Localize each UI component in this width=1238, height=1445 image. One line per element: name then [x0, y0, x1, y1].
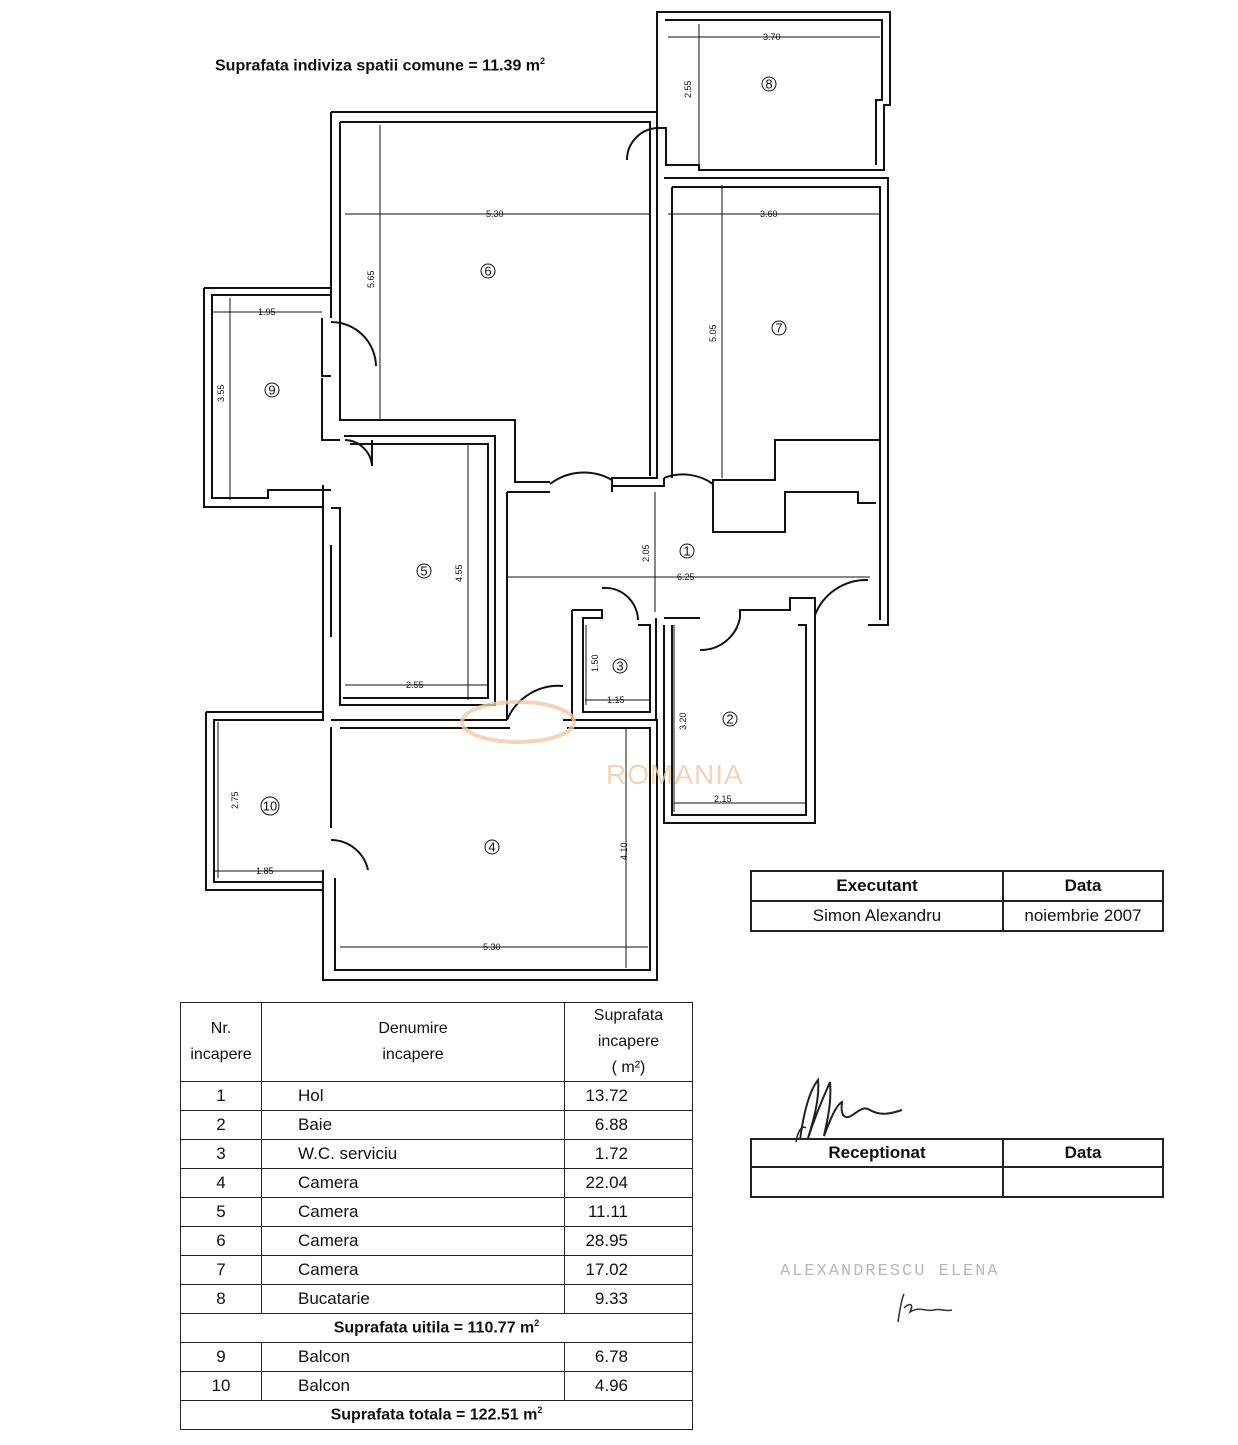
table-row: 5 Camera 11.11 — [181, 1198, 693, 1227]
grand-total: Suprafata totala = 122.51 m — [330, 1406, 538, 1424]
receptionat-date-cell — [1003, 1167, 1163, 1197]
dim-room4-depth: 4.10 — [619, 842, 629, 860]
balcony10-outer — [206, 712, 323, 882]
useful-total: Suprafata uitila = 110.77 m — [333, 1319, 535, 1337]
dim-kitchen-width: 3.70 — [763, 32, 781, 42]
room-marker-10 — [261, 797, 279, 815]
svg-text:8: 8 — [765, 76, 773, 92]
room6-outline — [331, 112, 664, 486]
table-row: 7 Camera 17.02 — [181, 1256, 693, 1285]
kitchen-door-arc — [627, 128, 657, 160]
room-marker-9 — [265, 382, 279, 397]
svg-text:9: 9 — [268, 382, 276, 398]
dim-kitchen-depth: 2.55 — [683, 80, 693, 98]
dim-wc-width: 1.15 — [607, 695, 625, 705]
svg-text:10: 10 — [262, 798, 278, 814]
dim-room7-width: 3.60 — [760, 209, 778, 219]
room7-inner — [672, 187, 880, 620]
room7-outline — [664, 178, 888, 625]
executant-name: Simon Alexandru — [751, 901, 1003, 931]
rooms-table-header — [181, 1003, 693, 1082]
room-marker-2 — [723, 711, 737, 726]
table-row: 9 Balcon 6.78 — [181, 1343, 693, 1372]
common-area-label: Suprafata indiviza spatii comune = 11.39 m — [215, 57, 541, 75]
executant-header: Executant — [751, 871, 1003, 901]
room5-outline — [331, 436, 495, 705]
useful-total-row: Suprafata uitila = 110.77 $m^2$ — [181, 1314, 693, 1343]
room7-door-arc — [664, 474, 713, 484]
svg-text:7: 7 — [775, 320, 783, 336]
table-row: 1 Hol 13.72 — [181, 1082, 693, 1111]
balcony9-door-jamb — [322, 318, 331, 376]
header-name: Denumire incapere — [262, 1003, 565, 1082]
room5-inner — [343, 444, 488, 698]
dim-room6-depth: 5.65 — [366, 270, 376, 288]
watermark — [462, 702, 744, 790]
room6-door-arc — [550, 472, 612, 484]
stamp-signature — [890, 1290, 960, 1330]
receptionat-box — [750, 1138, 1164, 1198]
receptionat-header: Receptionat — [751, 1139, 1003, 1167]
room-marker-7 — [772, 320, 786, 335]
dim-balcony9-depth: 3.55 — [216, 384, 226, 402]
dim-room7-depth: 5.05 — [708, 324, 718, 342]
room6-inner — [340, 122, 650, 476]
table-row: 6 Camera 28.95 — [181, 1227, 693, 1256]
bath-door-arc — [700, 618, 740, 650]
room-marker-8 — [762, 76, 776, 91]
svg-text:1: 1 — [683, 543, 691, 559]
room7-bottom — [712, 440, 880, 480]
dim-wc-depth: 1.50 — [590, 654, 600, 672]
hall-closet — [713, 480, 876, 532]
svg-text:6: 6 — [484, 263, 492, 279]
room-marker-3 — [613, 658, 627, 673]
dim-room5-width: 2.55 — [406, 680, 424, 690]
wc-door-arc — [602, 588, 638, 620]
table-row: 4 Camera 22.04 — [181, 1169, 693, 1198]
room-marker-1 — [680, 543, 694, 558]
entry-door-arc — [815, 580, 868, 615]
receptionat-name-cell — [751, 1167, 1003, 1197]
grand-total-row: Suprafata totala = 122.51 $m^2$ — [181, 1401, 693, 1430]
dim-room4-width: 5.30 — [483, 942, 501, 952]
dim-room6-width: 5.30 — [486, 209, 504, 219]
room-marker-6 — [481, 263, 495, 278]
executant-date-header: Data — [1003, 871, 1163, 901]
svg-text:2: 2 — [726, 711, 734, 727]
dim-balcony10-width: 1.85 — [256, 866, 274, 876]
header-area: Suprafata incapere ( m²) — [565, 1003, 693, 1082]
receptionat-date-header: Data — [1003, 1139, 1163, 1167]
room-marker-4 — [485, 839, 499, 854]
stamp-name: ALEXANDRESCU ELENA — [780, 1262, 1000, 1281]
table-row: 10 Balcon 4.96 — [181, 1372, 693, 1401]
dim-room5-depth: 4.55 — [454, 564, 464, 582]
room4-window-door — [331, 727, 368, 870]
executant-date: noiembrie 2007 — [1003, 901, 1163, 931]
common-area-sup: 2 — [540, 56, 546, 66]
table-row: 2 Baie 6.88 — [181, 1111, 693, 1140]
table-row: 3 W.C. serviciu 1.72 — [181, 1140, 693, 1169]
dim-hall-width: 6.25 — [677, 572, 695, 582]
rooms-table — [180, 1002, 693, 1430]
watermark-text: ROMANIA — [606, 759, 744, 790]
dim-bath-depth: 3.20 — [678, 712, 688, 730]
hall9-wall — [322, 378, 340, 440]
svg-text:4: 4 — [488, 839, 496, 855]
table-row: 8 Bucatarie 9.33 — [181, 1285, 693, 1314]
dim-bath-width: 2.15 — [714, 794, 732, 804]
dim-balcony9-width: 1.95 — [258, 307, 276, 317]
room-marker-5 — [417, 563, 431, 578]
header-nr: Nr. incapere — [181, 1003, 262, 1082]
svg-text:5: 5 — [420, 563, 428, 579]
svg-text:3: 3 — [616, 658, 624, 674]
room6-left-wall — [340, 122, 550, 482]
dim-balcony10-depth: 2.75 — [230, 791, 240, 809]
executant-box — [750, 870, 1164, 932]
dim-hall-depth: 2.05 — [641, 544, 651, 562]
balcony9-door-arc — [331, 322, 376, 366]
